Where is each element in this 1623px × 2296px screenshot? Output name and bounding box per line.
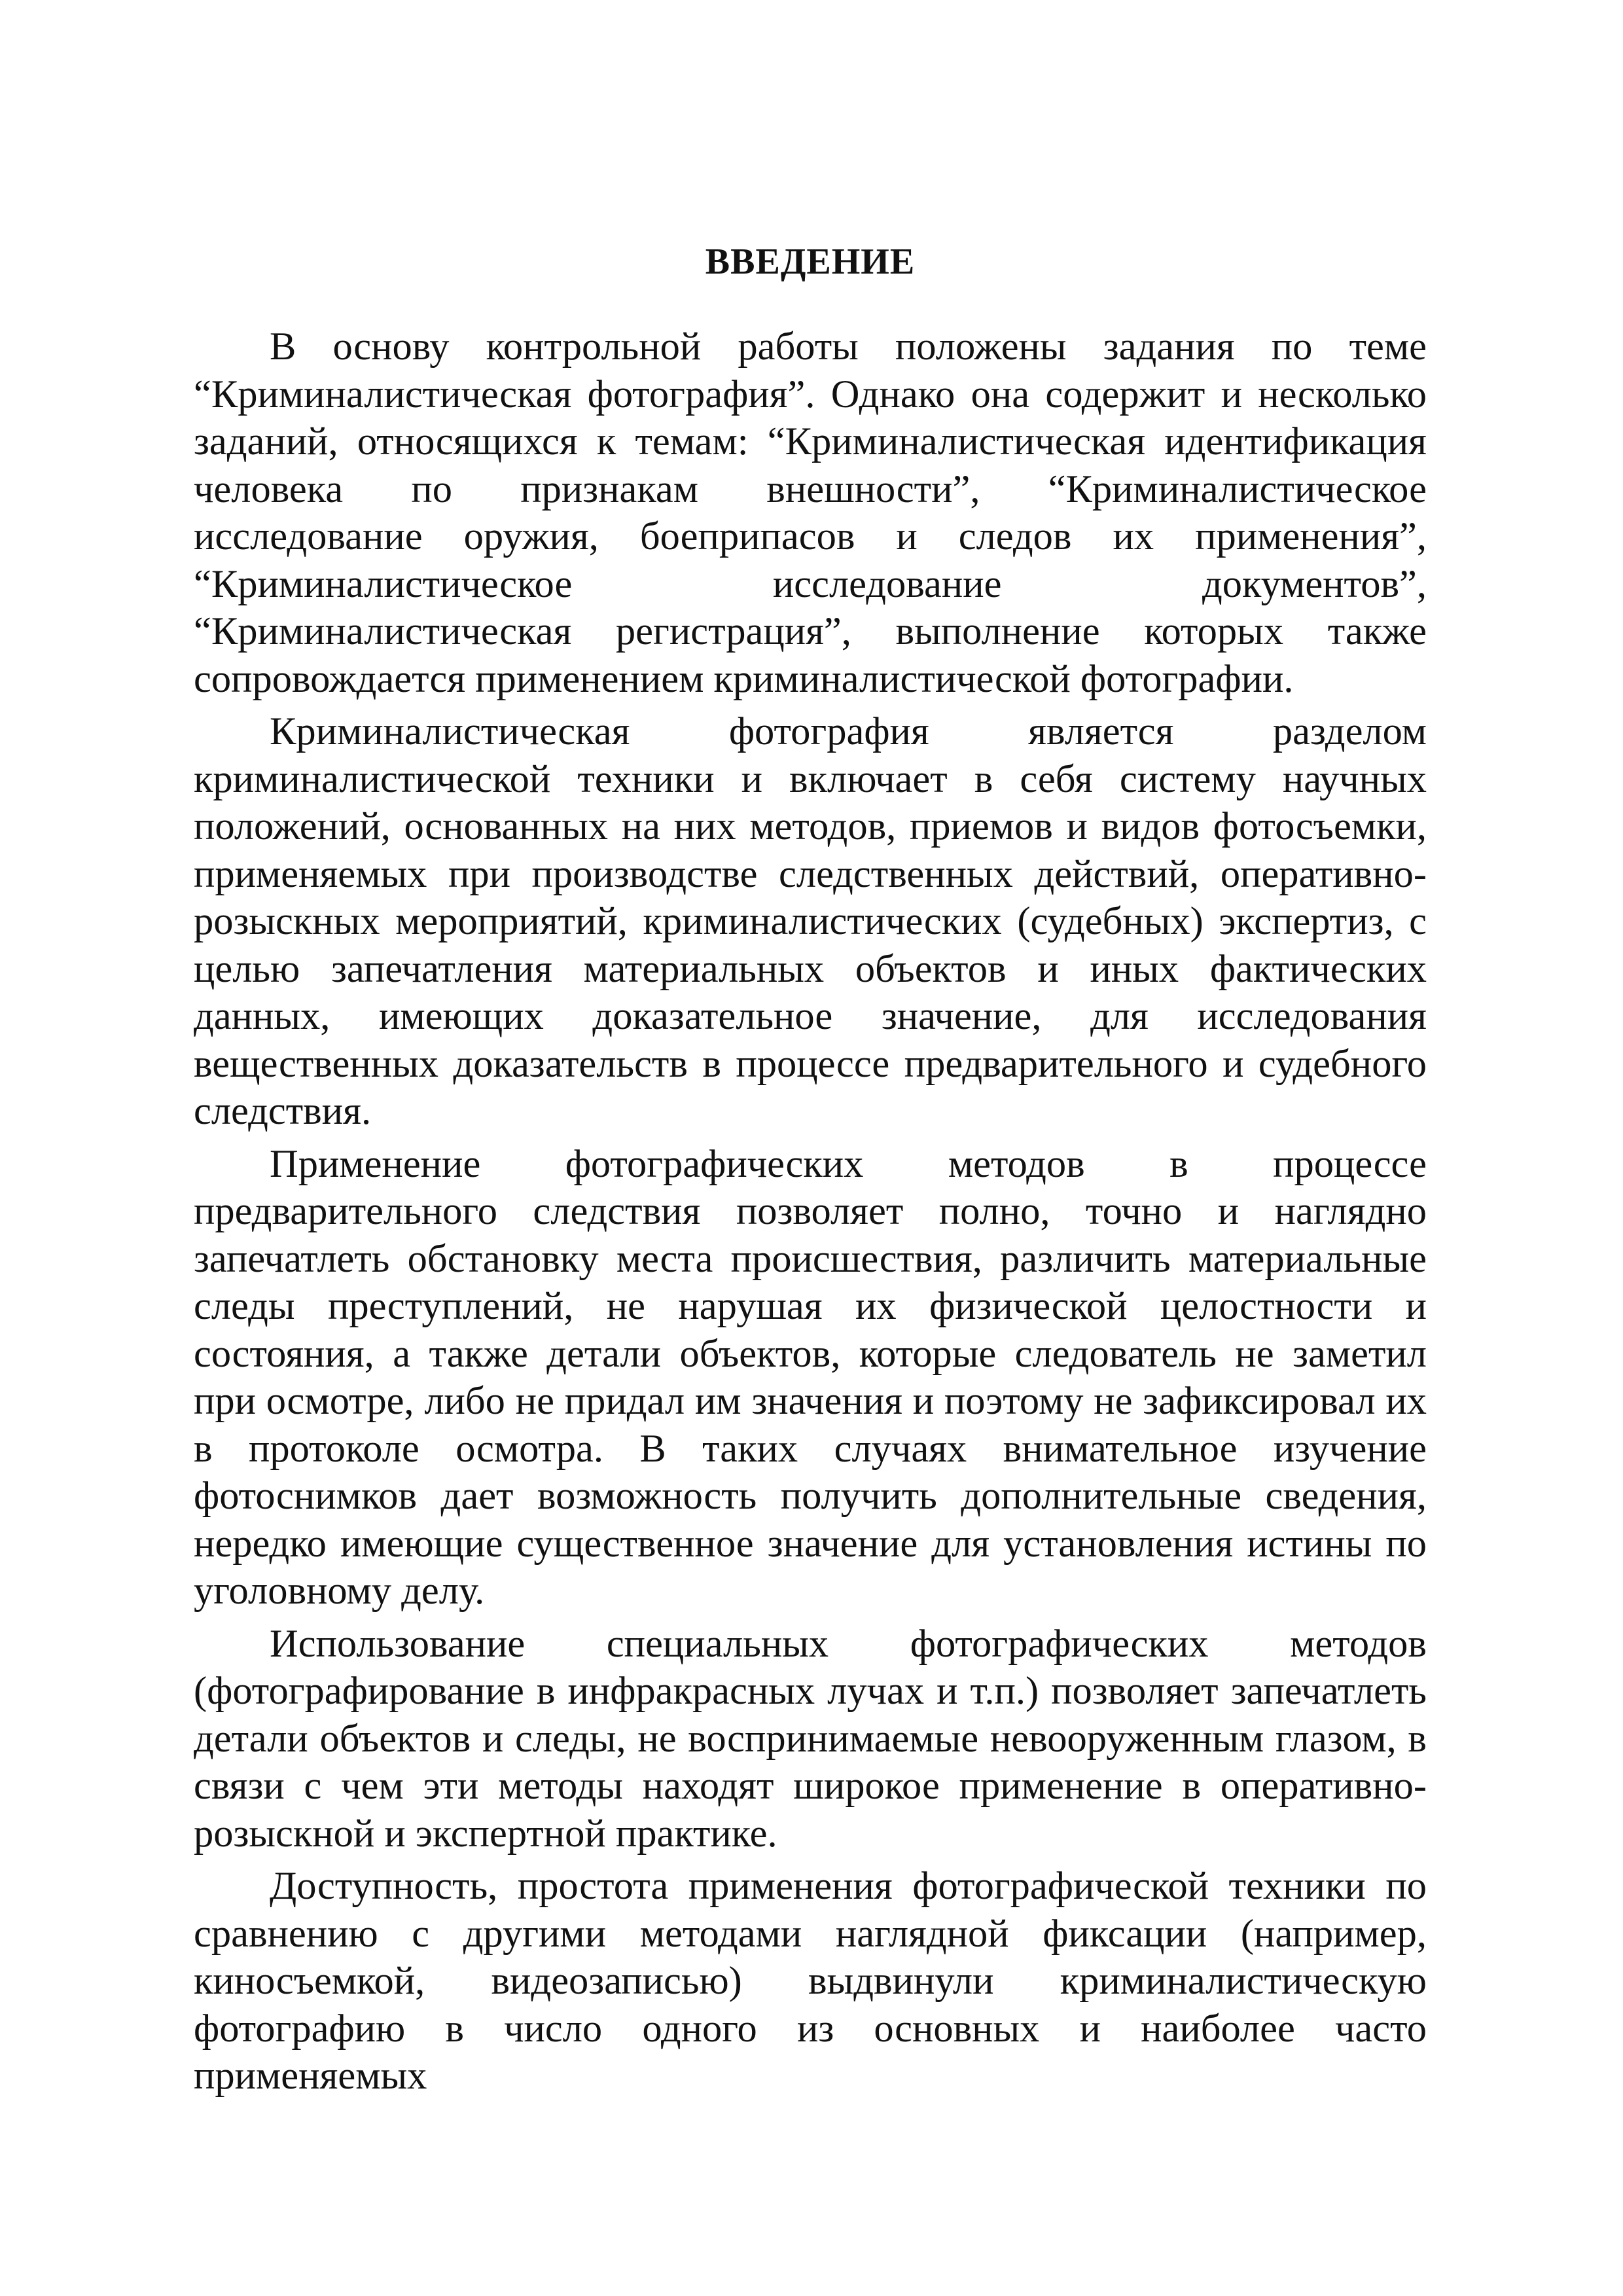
page-title: ВВЕДЕНИЕ bbox=[705, 242, 916, 282]
paragraph-3: Применение фотографических методов в процессе предварительного следствия позволяет полно, точно и наглядно запечатлеть обстановку места происшествия, различить материальные следы преступлений, не нарушая их физической целостности и состояния, а также детали объектов, которые следователь не заметил при осмотре, либо не придал им значения и поэтому не зафиксировал их в протоколе осмотра. В таких случаях внимательное изучение фотоснимков дает возможность получить дополнительные сведения, нередко имеющие существенное значение для установления истины по уголовному делу. bbox=[194, 1141, 1427, 1613]
paragraph-1: В основу контрольной работы положены задания по теме “Криминалистическая фотография”. Однако она содержит и несколько заданий, относящихся к темам: “Криминалистическая идентификация человека по признакам внешности”, “Криминалистическое исследование оружия, боеприпасов и следов их применения”, “Криминалистическое исследование документов”, “Криминалистическая регистрация”, выполнение которых также сопровождается применением криминалистической фотографии. bbox=[194, 325, 1427, 701]
paragraph-4: Использование специальных фотографических методов (фотографирование в инфракрасных лучах и т.п.) позволяет запечатлеть детали объектов и следы, не воспринимаемые невооруженным глазом, в связи с чем эти методы находят широкое применение в оперативно-розыскной и экспертной практике. bbox=[194, 1621, 1427, 1856]
document-body bbox=[194, 196, 1427, 2100]
paragraph-5: Доступность, простота применения фотографической техники по сравнению с другими методами наглядной фиксации (например, киносъемкой, видеозаписью) выдвинули криминалистическую фотографию в число одного из основных и наиболее часто применяемых bbox=[194, 1864, 1427, 2098]
paragraph-2: Криминалистическая фотография является разделом криминалистической техники и включает в себя систему научных положений, основанных на них методов, приемов и видов фотосъемки, применяемых при производстве следственных действий, оперативно-розыскных мероприятий, криминалистических (судебных) экспертиз, с целью запечатления материальных объектов и иных фактических данных, имеющих доказательное значение, для исследования вещественных доказательств в процессе предварительного и судебного следствия. bbox=[194, 709, 1427, 1133]
